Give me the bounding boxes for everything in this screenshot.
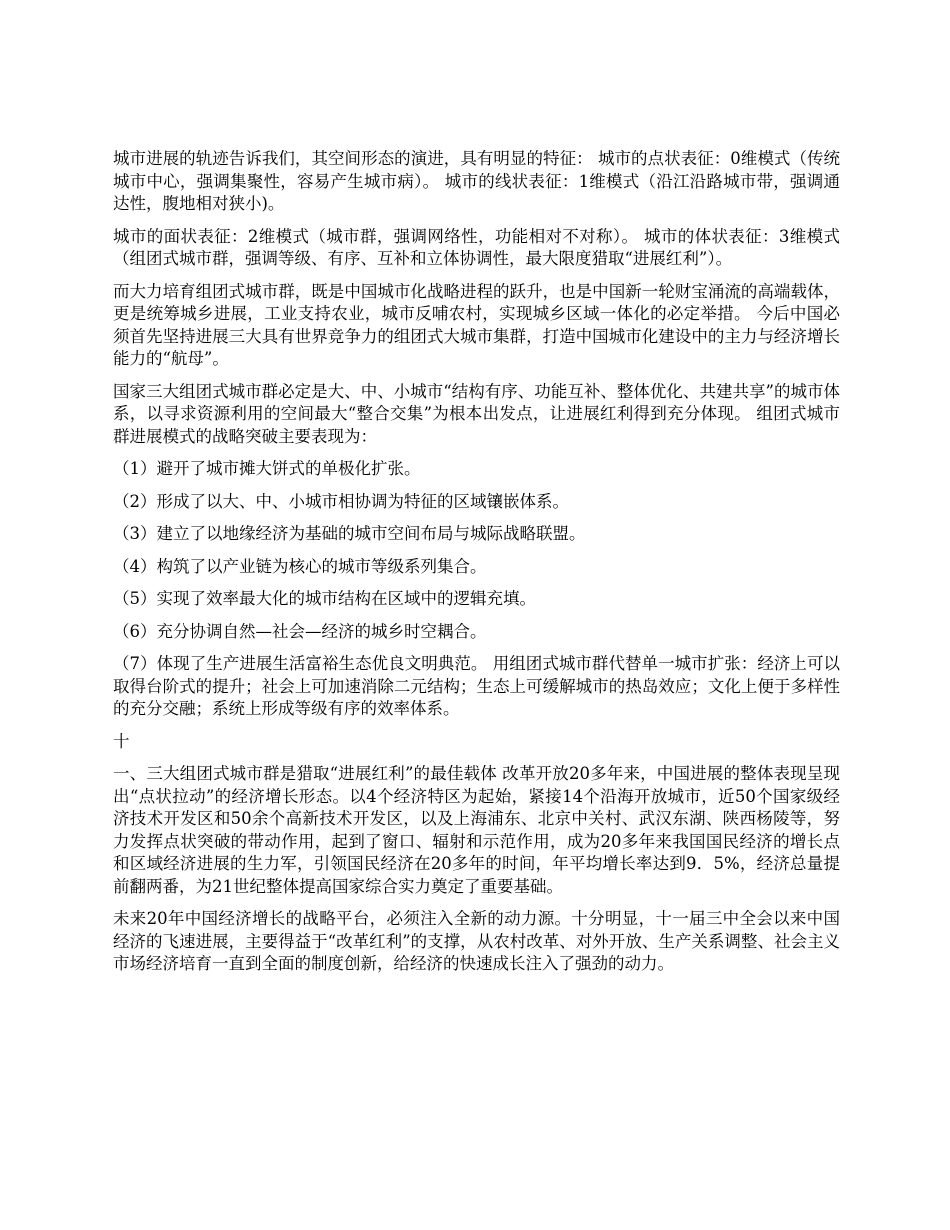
paragraph-intro: 城市进展的轨迹告诉我们，其空间形态的演进，具有明显的特征： 城市的点状表征：0维模式（传统城市中心，强调集聚性，容易产生城市病）。 城市的线状表征：1维模式（沿江沿路城市带，强调通达性，腹地相对狭小)。 [113, 149, 840, 213]
list-item-7: （7）体现了生产进展生活富裕生态优良文明典范。 用组团式城市群代替单一城市扩张：经济上可以取得台阶式的提升；社会上可加速消除二元结构；生态上可缓解城市的热岛效应；文化上便于多样性的充分交融；系统上形成等级有序的效率体系。 [113, 654, 840, 718]
list-item-6: （6）充分协调自然—社会—经济的城乡时空耦合。 [113, 621, 487, 641]
paragraph-section-one: 一、三大组团式城市群是猎取“进展红利”的最佳载体 改革开放20多年来，中国进展的整体表现呈现出“点状拉动”的经济增长形态。以4个经济特区为起始，紧接14个沿海开放城市，近50个国家级经济技术开发区和50余个高新技术开发区，以及上海浦东、北京中关村、武汉东湖、陕西杨陵等，努力发挥点状突破的带动作用，起到了窗口、辐射和示范作用，成为20多年来我国国民经济的增长点和区域经济进展的生力军，引领国民经济在20多年的时间，年平均增长率达到9．5%，经济总量提前翻两番，为21世纪整体提高国家综合实力奠定了重要基础。 [113, 764, 840, 896]
list-item-2: （2）形成了以大、中、小城市相协调为特征的区域镶嵌体系。 [113, 491, 569, 511]
paragraph-city-system: 国家三大组团式城市群必定是大、中、小城市“结构有序、功能互补、整体优化、共建共享”的城市体系，以寻求资源利用的空间最大“整合交集”为根本出发点，让进展红利得到充分体现。 组团式城市群进展模式的战略突破主要表现为： [113, 381, 840, 446]
section-marker: 十 [113, 731, 130, 751]
list-item-3: （3）建立了以地缘经济为基础的城市空间布局与城际战略联盟。 [113, 524, 586, 543]
list-item-5: （5）实现了效率最大化的城市结构在区域中的逻辑充填。 [113, 589, 536, 608]
paragraph-cluster-cultivation: 而大力培育组团式城市群，既是中国城市化战略进程的跃升，也是中国新一轮财宝涌流的高端载体，更是统筹城乡进展，工业支持农业，城市反哺农村，实现城乡区域一体化的必定举措。 今后中国必须首先坚持进展三大具有世界竞争力的组团式大城市集群，打造中国城市化建设中的主力与经济增长能力的“航母”。 [113, 281, 840, 368]
paragraph-surface-form: 城市的面状表征：2维模式（城市群，强调网络性，功能相对不对称）。 城市的体状表征：3维模式（组团式城市群，强调等级、有序、互补和立体协调性，最大限度猎取“进展红利”）。 [113, 226, 840, 268]
list-item-4: （4）构筑了以产业链为核心的城市等级系列集合。 [113, 556, 487, 576]
paragraph-future-growth: 未来20年中国经济增长的战略平台，必须注入全新的动力源。十分明显，十一届三中全会以来中国经济的飞速进展，主要得益于“改革红利”的支撑，从农村改革、对外开放、生产关系调整、社会主义市场经济培育一直到全面的制度创新，给经济的快速成长注入了强劲的动力。 [113, 909, 840, 973]
document-page [113, 148, 840, 986]
list-item-1: （1）避开了城市摊大饼式的单极化扩张。 [113, 459, 421, 478]
